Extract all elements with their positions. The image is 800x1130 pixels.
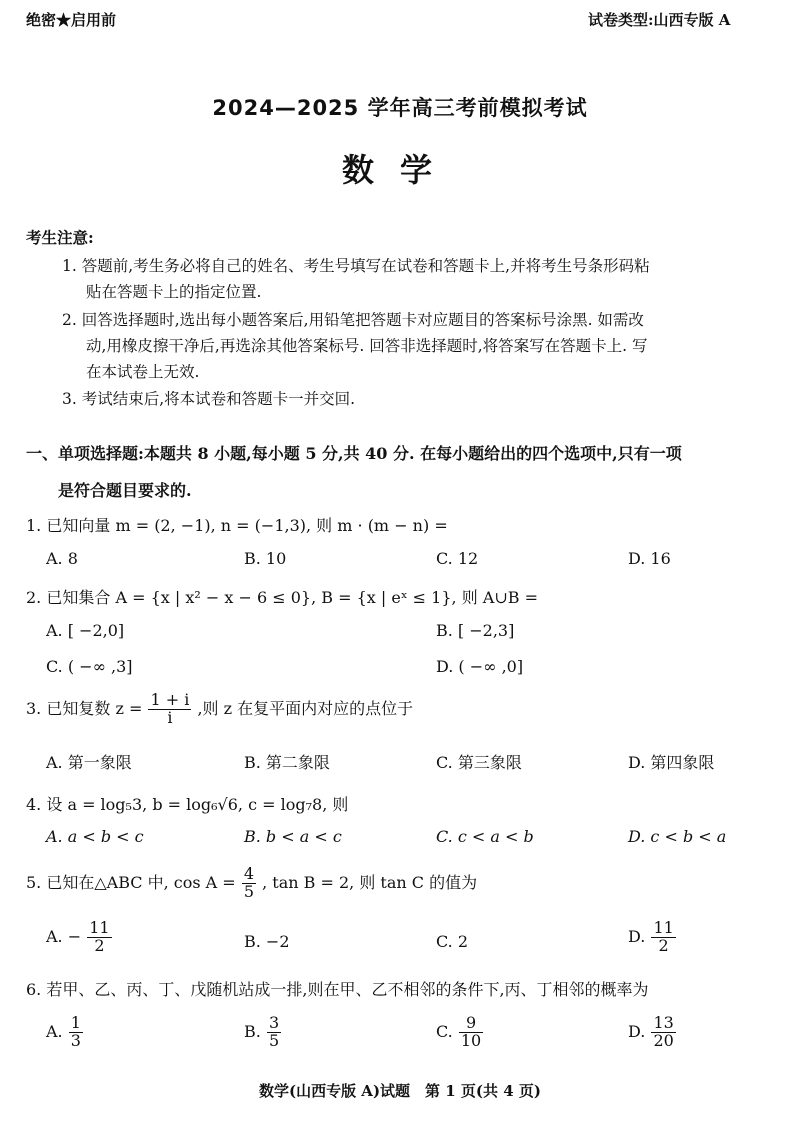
notice-line: 3. 考试结束后,将本试卷和答题卡一并交回.	[62, 390, 356, 408]
fraction-numerator: 11	[653, 918, 674, 937]
option-d	[628, 1015, 677, 1050]
fraction	[651, 920, 675, 955]
page-footer: 数学(山西专版 A)试题 第 1 页(共 4 页)	[258, 1082, 541, 1100]
fraction	[242, 866, 256, 901]
section-heading-cont: 是符合题目要求的.	[58, 481, 192, 500]
notice-line: 在本试卷上无效.	[86, 363, 200, 381]
fraction-numerator: 3	[268, 1013, 280, 1032]
fraction-denominator: 20	[653, 1030, 674, 1050]
option-c: C. 第三象限	[436, 753, 522, 772]
option-d: D. c < b < a	[628, 827, 727, 846]
fraction-numerator: 11	[89, 918, 110, 937]
stem-text: , tan B = 2, 则 tan C 的值为	[262, 872, 478, 892]
option-d: D. ( −∞ ,0]	[436, 657, 524, 676]
notice-line: 1. 答题前,考生务必将自己的姓名、考生号填写在试卷和答题卡上,并将考生号条形码粘	[62, 257, 650, 275]
fraction	[267, 1015, 281, 1050]
option-a: A. 第一象限	[46, 753, 132, 772]
option-label: B.	[244, 1021, 261, 1041]
exam-title: 2024—2025 学年高三考前模拟考试	[212, 96, 588, 120]
option-c: C. 12	[436, 549, 479, 568]
section-heading: 一、单项选择题:本题共 8 小题,每小题 5 分,共 40 分. 在每小题给出的四个选项中,只有一项	[26, 444, 682, 463]
question-stem: 6. 若甲、乙、丙、丁、戊随机站成一排,则在甲、乙不相邻的条件下,丙、丁相邻的概率为	[26, 980, 649, 999]
question-stem: 1. 已知向量 m = (2, −1), n = (−1,3), 则 m · (m − n) =	[26, 516, 448, 535]
question-stem: 4. 设 a = log₅3, b = log₆√6, c = log₇8, 则	[26, 795, 349, 814]
fraction	[148, 692, 191, 727]
fraction	[69, 1015, 83, 1050]
option-b: B. [ −2,3]	[436, 621, 515, 640]
subject-title: 数学	[341, 151, 458, 189]
notice-heading: 考生注意:	[26, 228, 94, 247]
option-b	[244, 1015, 282, 1050]
paper-type-label: 试卷类型:山西专版 A	[588, 11, 731, 29]
stem-text: 3. 已知复数 z =	[26, 698, 143, 718]
notice-line: 动,用橡皮擦干净后,再选涂其他答案标号. 回答非选择题时,将答案写在答题卡上. 写	[86, 337, 648, 355]
notice-line: 贴在答题卡上的指定位置.	[86, 283, 262, 301]
option-b: B. −2	[244, 932, 290, 951]
option-b: B. 第二象限	[244, 753, 330, 772]
option-label: D.	[628, 1021, 646, 1041]
fraction-numerator: 1	[70, 1013, 81, 1032]
option-c: C. ( −∞ ,3]	[46, 657, 133, 676]
stem-text: ,则 z 在复平面内对应的点位于	[197, 698, 414, 718]
stem-text: 5. 已知在△ABC 中, cos A =	[26, 872, 236, 892]
fraction-numerator: 13	[653, 1013, 674, 1032]
option-label: C.	[436, 1021, 453, 1041]
fraction-denominator: 2	[94, 935, 105, 955]
question-stem	[26, 692, 413, 727]
question-stem: 2. 已知集合 A = {x | x² − x − 6 ≤ 0}, B = {x | eˣ ≤ 1}, 则 A∪B =	[26, 588, 539, 607]
option-d: D. 第四象限	[628, 753, 715, 772]
fraction-denominator: 10	[460, 1030, 482, 1050]
option-a	[46, 920, 113, 955]
option-c: C. c < a < b	[436, 827, 534, 846]
option-a	[46, 1015, 84, 1050]
option-label: A. −	[46, 926, 82, 946]
fraction-numerator: 1 + i	[150, 690, 190, 709]
option-a: A. [ −2,0]	[46, 621, 125, 640]
fraction-numerator: 9	[459, 1015, 483, 1033]
option-c: C. 2	[436, 932, 469, 951]
fraction-denominator: 2	[658, 935, 669, 955]
fraction-numerator: 4	[243, 864, 254, 883]
option-d: D. 16	[628, 549, 671, 568]
fraction-denominator: 5	[268, 1030, 280, 1050]
notice-line: 2. 回答选择题时,选出每小题答案后,用铅笔把答题卡对应题目的答案标号涂黑. 如需改	[62, 311, 644, 329]
option-a: A. 8	[46, 549, 78, 568]
fraction-denominator: 3	[70, 1030, 81, 1050]
option-label: A.	[46, 1021, 63, 1041]
option-a: A. a < b < c	[46, 827, 144, 846]
option-b: B. 10	[244, 549, 287, 568]
fraction	[459, 1015, 483, 1050]
option-b: B. b < a < c	[244, 827, 342, 846]
fraction	[87, 920, 111, 955]
option-label: D.	[628, 926, 646, 946]
option-d	[628, 920, 677, 955]
option-c	[436, 1015, 484, 1050]
fraction-denominator: i	[167, 707, 173, 727]
fraction	[651, 1015, 675, 1050]
fraction-denominator: 5	[243, 881, 254, 901]
confidential-label: 绝密★启用前	[26, 11, 117, 29]
question-stem	[26, 866, 477, 901]
